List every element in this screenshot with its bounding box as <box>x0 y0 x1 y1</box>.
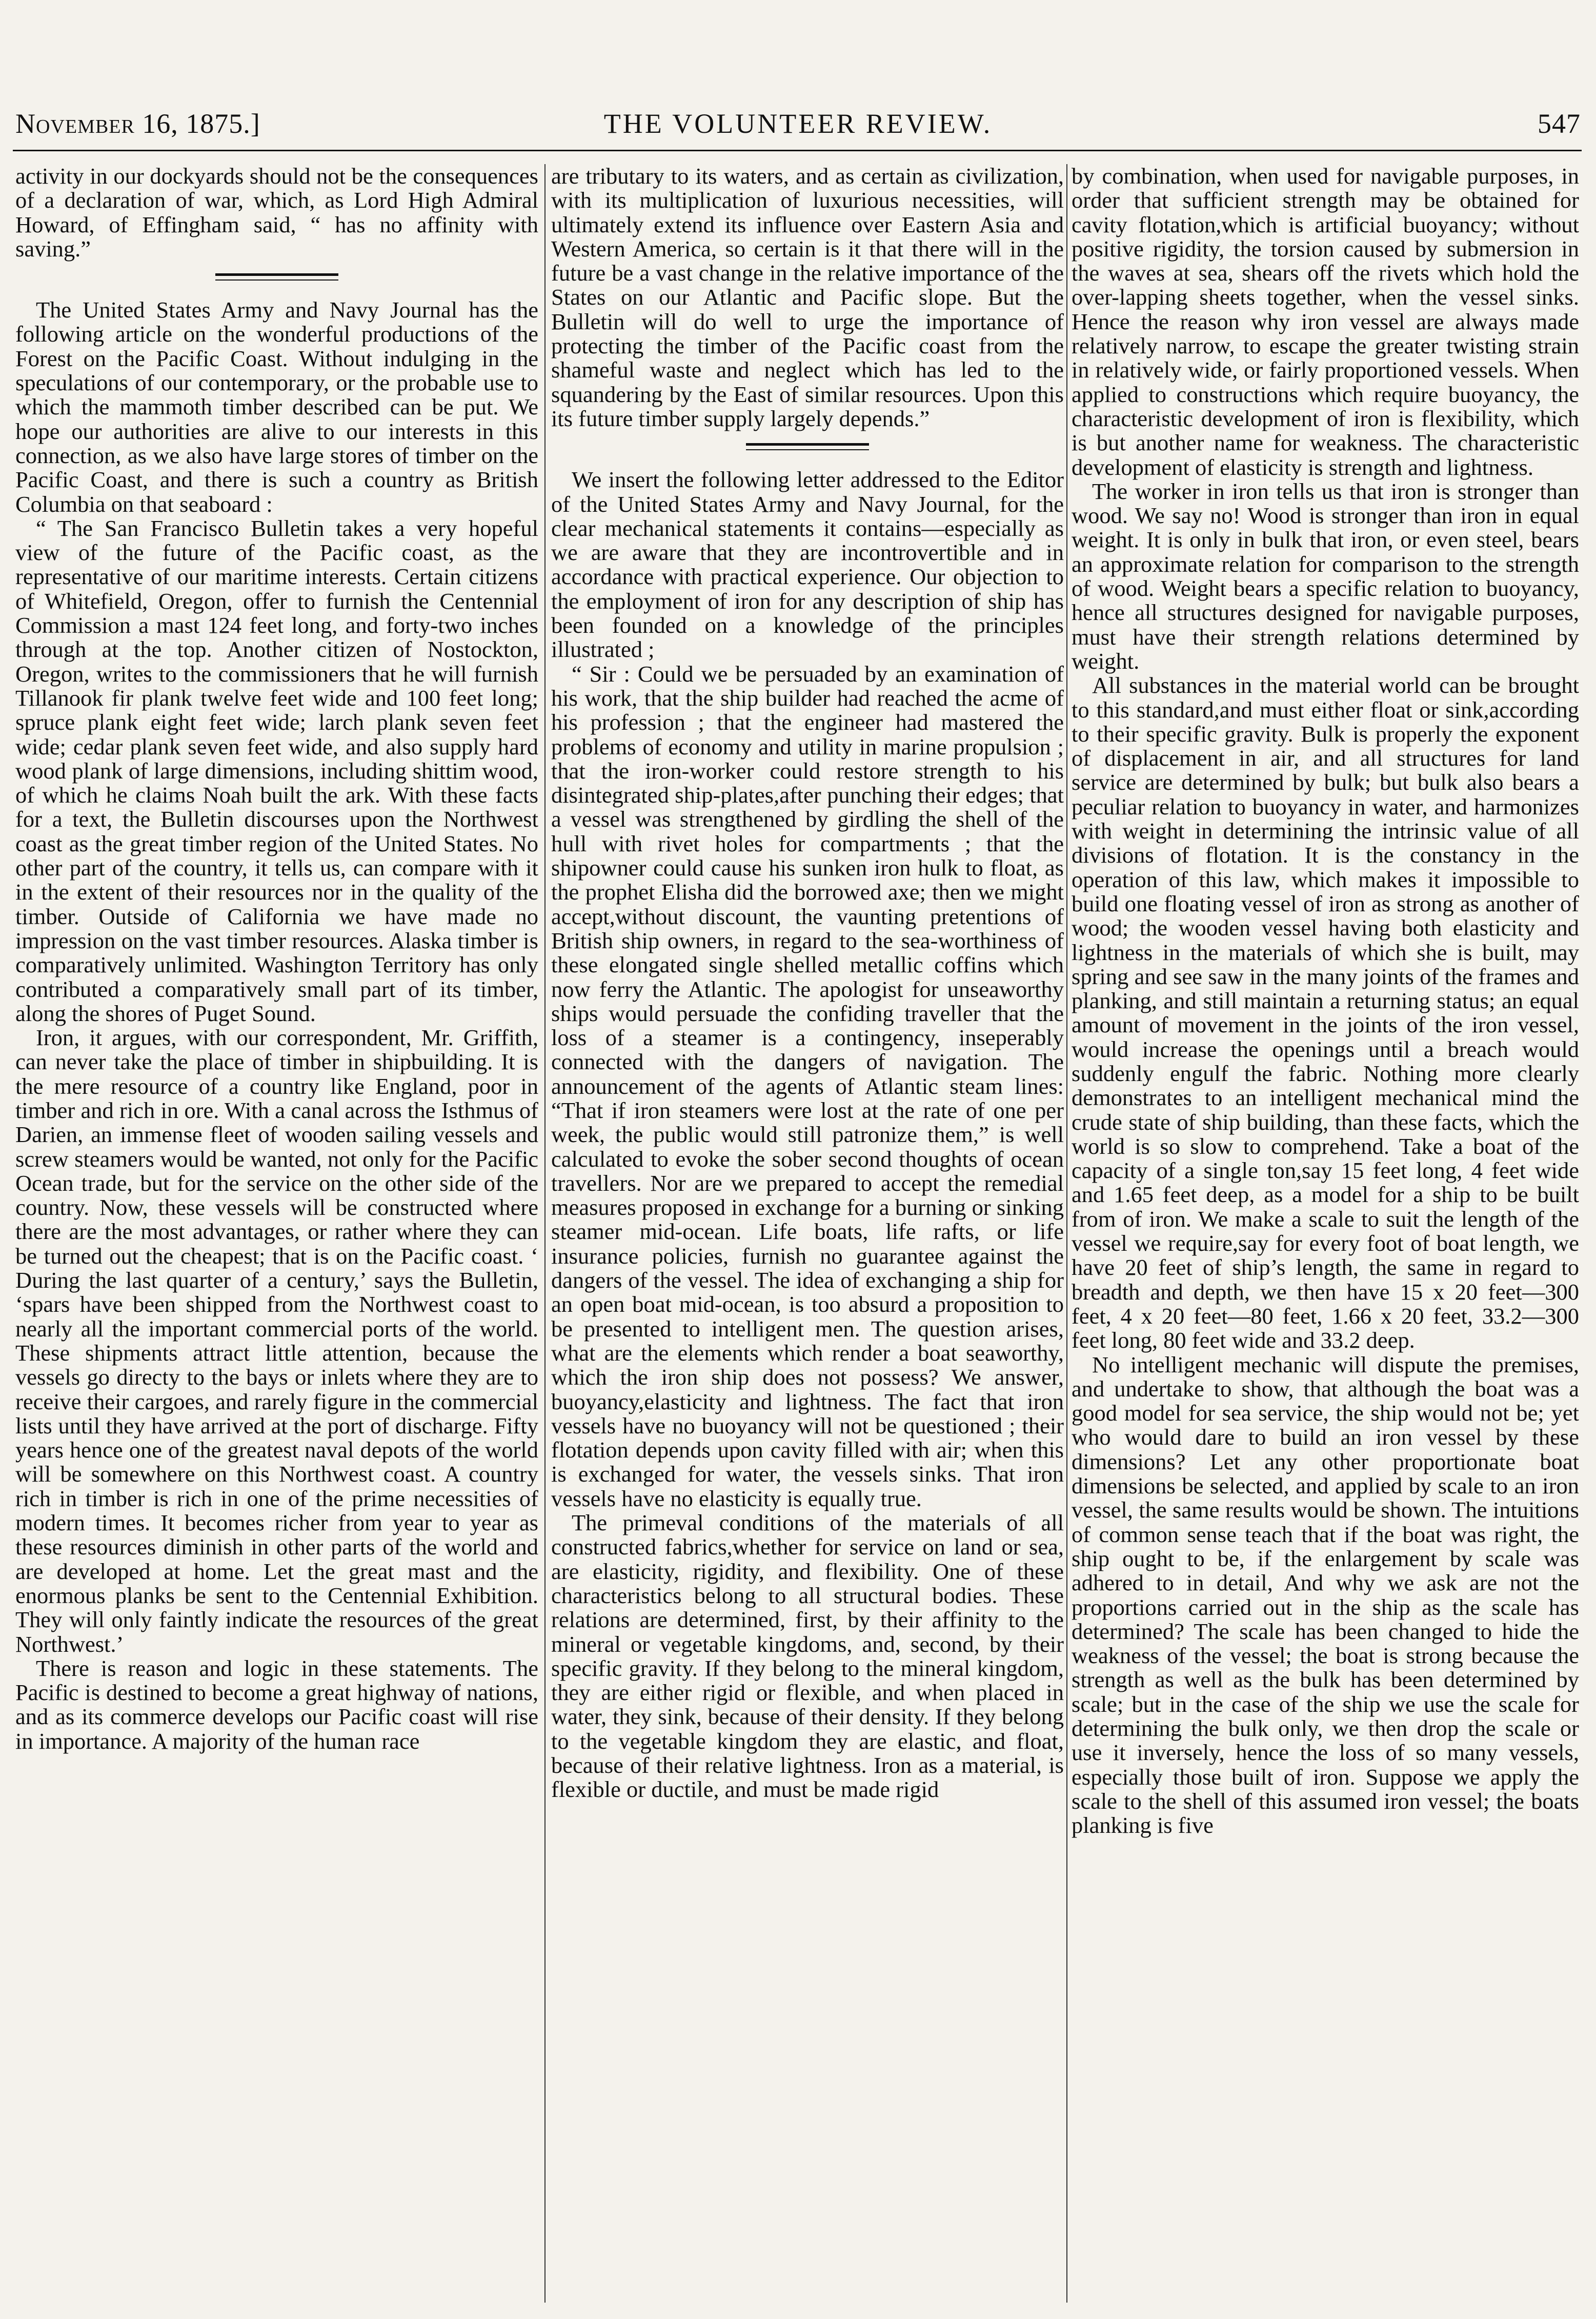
column-divider <box>544 164 546 2303</box>
paragraph: Iron, it argues, with our correspondent, Mr. Griffith, can never take the place of timber in shipbuilding. It is the mere resource of a country like England, poor in timber and rich in ore. With a canal across the Isthmus of Darien, an immense fleet of wooden sailing vessels and screw steamers would be wanted, not only for the Pacific Ocean trade, but for the service on the other side of the country. Now, these vessels will be constructed where there are the most advantages, or rather where they can be turned out the cheapest; that is on the Pacific coast. ‘ During the last quarter of a century,’ says the Bulletin, ‘spars have been shipped from the Northwest coast to nearly all the important commercial ports of the world. These shipments attract little attention, because the vessels go directy to the bays or inlets where they are to receive their cargoes, and rarely figure in the commercial lists until they have arrived at the port of discharge. Fifty years hence one of the greatest naval depots of the world will be somewhere on this Northwest coast. A country rich in timber is rich in one of the prime necessities of modern times. It becomes richer from year to year as these resources diminish in other parts of the world and are developed at home. Let the great mast and the enormous planks be sent to the Centennial Exhibition. They will only faintly indicate the resources of the great Northwest.’ <box>15 1025 538 1657</box>
page-header <box>0 108 1596 154</box>
header-rule <box>13 150 1582 151</box>
paragraph: There is reason and logic in these statements. The Pacific is destined to become a great highway of nations, and as its commerce develops our Pacific coast will rise in importance. A majority of the human race <box>15 1655 538 1754</box>
newspaper-title: THE VOLUNTEER REVIEW. <box>603 108 993 139</box>
paragraph: The worker in iron tells us that iron is stronger than wood. We say no! Wood is stronger than iron in equal weight. It is only in bulk that iron, or even steel, bears an approximate relation for comparison to the strength of wood. Weight bears a specific relation to buoyancy, hence all structures designed for navigable purposes, must have their strength relations determined by weight. <box>1072 478 1579 674</box>
paragraph: The United States Army and Navy Journal has the following article on the wonderful productions of the Forest on the Pacific Coast. Without indulging in the speculations of our contemporary, or the probable use to which the mammoth timber described can be put. We hope our authorities are alive to our interests in this connection, as we also have large stores of timber on the Pacific Coast, and there is such a country as British Columbia on that seaboard : <box>15 297 538 517</box>
section-separator <box>746 443 869 450</box>
page-number: 547 <box>1538 108 1581 139</box>
column-2 <box>551 164 1064 2308</box>
paragraph: All substances in the material world can be brought to this standard,and must either float or sink,according to their specific gravity. Bulk is properly the exponent of displacement in air, and all structures for land service are determined by bulk; but bulk also bears a peculiar relation to buoyancy in water, and harmonizes with weight in determining the intrinsic value of all divisions of flotation. It is the constancy in the operation of this law, which makes it impossible to build one floating vessel of iron as strong as another of wood; the wooden vessel having both elasticity and lightness in the materials of which she is built, may spring and see saw in the many joints of the frames and planking, and still maintain a returning status; an equal amount of movement in the joints of the iron vessel, would increase the openings until a breach would suddenly engulf the fabric. Nothing more clearly demonstrates to an intelligent mechanical mind the crude state of ship building, than these facts, which the world is so slow to comprehend. Take a boat of the capacity of a single ton,say 15 feet long, 4 feet wide and 1.65 feet deep, as a model for a ship to be built from of iron. We make a scale to suit the length of the vessel we require,say for every foot of boat length, we have 20 feet of ship’s length, the same in regard to breadth and depth, we then have 15 x 20 feet—300 feet, 4 x 20 feet—80 feet, 1.66 x 20 feet, 33.2—300 feet long, 80 feet wide and 33.2 deep. <box>1072 672 1579 1353</box>
paragraph: activity in our dockyards should not be the consequences of a declaration of war, which, as Lord High Admiral Howard, of Effingham said, “ has no affinity with saving.” <box>15 164 538 262</box>
issue-date: November 16, 1875.] <box>15 108 260 139</box>
paragraph: No intelligent mechanic will dispute the premises, and undertake to show, that although the boat was a good model for sea service, the ship would not be; yet who would dare to build an iron vessel by these dimensions? Let any other proportionate boat dimensions be selected, and applied by scale to an iron vessel, the same results would be shown. The intuitions of common sense teach that if the boat was right, the ship ought to be, if the enlargement by scale was adhered to in detail, And why we ask are not the proportions carried out in the ship as the scale has determined? The scale has been changed to hide the weakness of the vessel; the boat is strong because the strength as well as the bulk has been determined by scale; but in the case of the ship we use the scale for determining the bulk only, we then drop the scale or use it inversely, hence the loss of so many vessels, especially those built of iron. Suppose we apply the scale to the shell of this assumed iron vessel; the boats planking is five <box>1072 1351 1579 1838</box>
paragraph: “ The San Francisco Bulletin takes a very hopeful view of the future of the Pacific coast, as the representative of our maritime interests. Certain citizens of Whitefield, Oregon, offer to furnish the Centennial Commission a mast 124 feet long, and forty-two inches through at the top. Another citizen of Nostockton, Oregon, writes to the commissioners that he will furnish Tillanook fir plank twelve feet wide and 100 feet long; spruce plank eight feet wide; larch plank seven feet wide; cedar plank seven feet wide, and also supply hard wood plank of large dimensions, including shittim wood, of which he claims Noah built the ark. With these facts for a text, the Bulletin discourses upon the Northwest coast as the great timber region of the United States. No other part of the country, it tells us, can compare with it in the extent of their resources nor in the quality of the timber. Outside of California we have made no impression on the vast timber resources. Alaska timber is comparatively unlimited. Washington Territory has only contributed a comparatively small part of its timber, along the shores of Puget Sound. <box>15 515 538 1026</box>
column-3 <box>1072 164 1579 2308</box>
column-divider <box>1066 164 1067 2303</box>
paragraph: We insert the following letter addressed to the Editor of the United States Army and Navy Journal, for the clear mechanical statements it contains—especially as we are aware that they are incontrovertible and in accordance with practical experience. Our objection to the employment of iron for any description of ship has been founded on a knowledge of the principles illustrated ; <box>551 467 1064 663</box>
section-separator <box>215 273 338 281</box>
column-1 <box>15 164 538 2308</box>
paragraph: The primeval conditions of the materials of all constructed fabrics,whether for service on land or sea, are elasticity, rigidity, and flexibility. One of these characteristics belong to all structural bodies. These relations are determined, first, by their affinity to the mineral or vegetable kingdoms, and, second, by their specific gravity. If they belong to the mineral kingdom, they are either rigid or flexible, and when placed in water, they sink, because of their density. If they belong to the vegetable kingdom they are elastic, and float, because of their relative lightness. Iron as a material, is flexible or ductile, and must be made rigid <box>551 1510 1064 1803</box>
paragraph: by combination, when used for navigable purposes, in order that sufficient strength may be obtained for cavity flotation,which is artificial buoyancy; without positive rigidity, the torsion caused by submersion in the waves at sea, shears off the rivets which hold the over-lapping sheets together, when the vessel sinks. Hence the reason why iron vessel are always made relatively narrow, to escape the greater twisting strain in relatively wide, or fairly proportioned vessels. When applied to constructions which require buoyancy, the characteristic development of iron is flexibility, which is but another name for weakness. The characteristic development of elasticity is strength and lightness. <box>1072 164 1579 480</box>
paragraph: “ Sir : Could we be persuaded by an examination of his work, that the ship builder had reached the acme of his profession ; that the engineer had mastered the problems of economy and utility in marine propulsion ; that the iron-worker could restore strength to his disintegrated ship-plates,after punching their edges; that a vessel was strengthened by girdling the shell of the hull with rivet holes for compartments ; that the shipowner could cause his sunken iron hulk to float, as the prophet Elisha did the borrowed axe; then we might accept,without discount, the vaunting pretentions of British ship owners, in regard to the sea-worthiness of these elongated single shelled metallic coffins which now ferry the Atlantic. The apologist for unseaworthy ships would persuade the confiding traveller that the loss of a steamer is a contingency, inseperably connected with the dangers of navigation. The announcement of the agents of Atlantic steam lines: “That if iron steamers were lost at the rate of one per week, the public would still patronize them,” is well calculated to evoke the sober second thoughts of ocean travellers. Nor are we prepared to accept the remedial measures proposed in exchange for a burning or sinking steamer mid-ocean. Life boats, life rafts, or life insurance policies, furnish no guarantee against the dangers of the vessel. The idea of exchanging a ship for an open boat mid-ocean, is too absurd a proposition to be presented to intelligent men. The question arises, what are the elements which render a boat seaworthy, which the iron ship does not possess? We answer, buoyancy,elasticity and lightness. The fact that iron vessels have no buoyancy will not be questioned ; their flotation depends upon cavity filled with air; when this is exchanged for water, the vessels sinks. That iron vessels have no elasticity is equally true. <box>551 661 1064 1511</box>
paragraph: are tributary to its waters, and as certain as civilization, with its multiplication of luxurious necessities, will ultimately extend its influence over Eastern Asia and Western America, so certain is it that there will in the future be a vast change in the relative importance of the States on our Atlantic and Pacific slope. But the Bulletin will do well to urge the importance of protecting the timber of the Pacific coast from the shameful waste and neglect which has led to the squandering by the East of similar resources. Upon this its future timber supply largely depends.” <box>551 164 1064 431</box>
